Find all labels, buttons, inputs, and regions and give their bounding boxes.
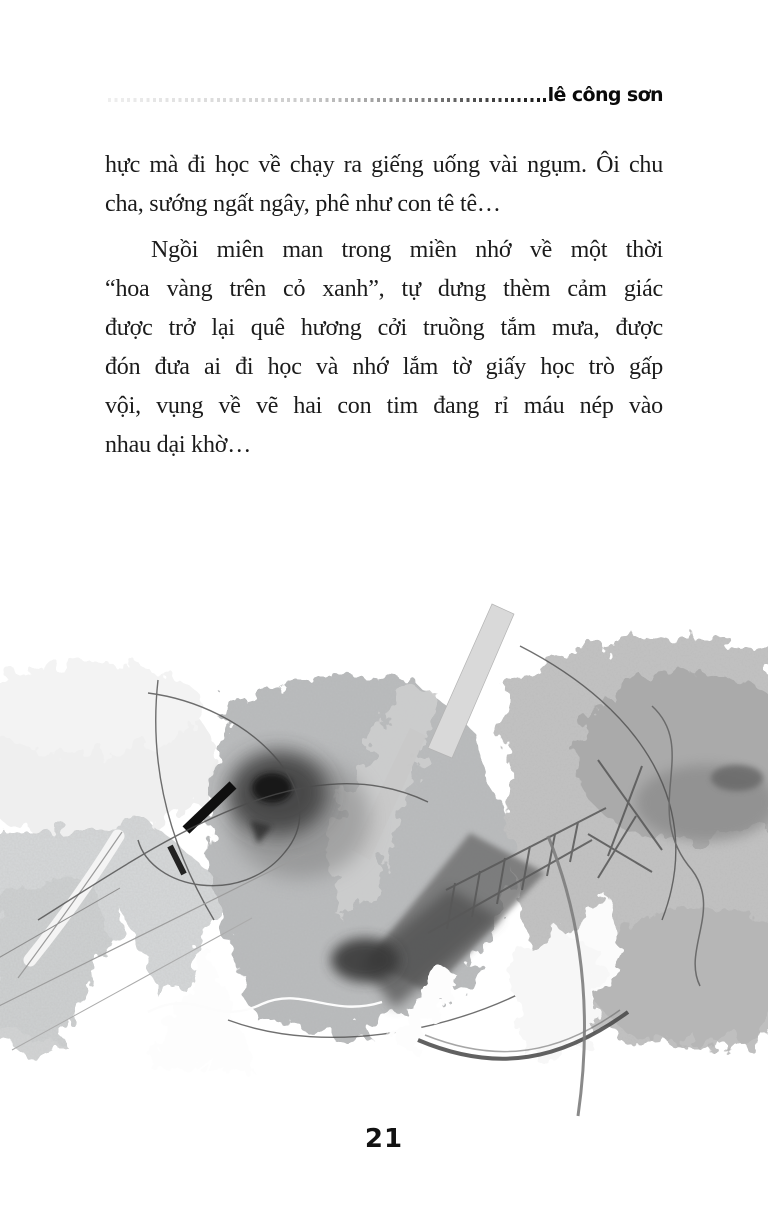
abstract-ink-illustration xyxy=(0,588,768,1118)
text-line: hực mà đi học về chạy ra giếng uống vài ngụm. Ôi chu xyxy=(105,152,663,178)
text-line: đón đưa ai đi học và nhớ lắm tờ giấy học trò gấp xyxy=(105,354,663,380)
text-line: vội, vụng về vẽ hai con tim đang rỉ máu nép vào xyxy=(105,393,663,419)
text-line: Ngồi miên man trong miền nhớ về một thời xyxy=(151,237,663,263)
text-line: nhau dại khờ… xyxy=(105,432,252,458)
body-text xyxy=(105,146,663,465)
text-line: “hoa vàng trên cỏ xanh”, tự dưng thèm cảm giác xyxy=(105,276,663,302)
paragraph xyxy=(105,146,663,224)
author-name: lê công sơn xyxy=(547,84,663,106)
text-line: cha, sướng ngất ngây, phê như con tê tê… xyxy=(105,191,501,217)
text-line: được trở lại quê hương cởi truồng tắm mưa, được xyxy=(105,315,663,341)
page-header xyxy=(108,86,663,116)
paragraph xyxy=(105,231,663,465)
illustration-figure xyxy=(0,588,768,1118)
page-number: 21 xyxy=(364,1124,404,1154)
dotted-rule xyxy=(108,98,546,102)
